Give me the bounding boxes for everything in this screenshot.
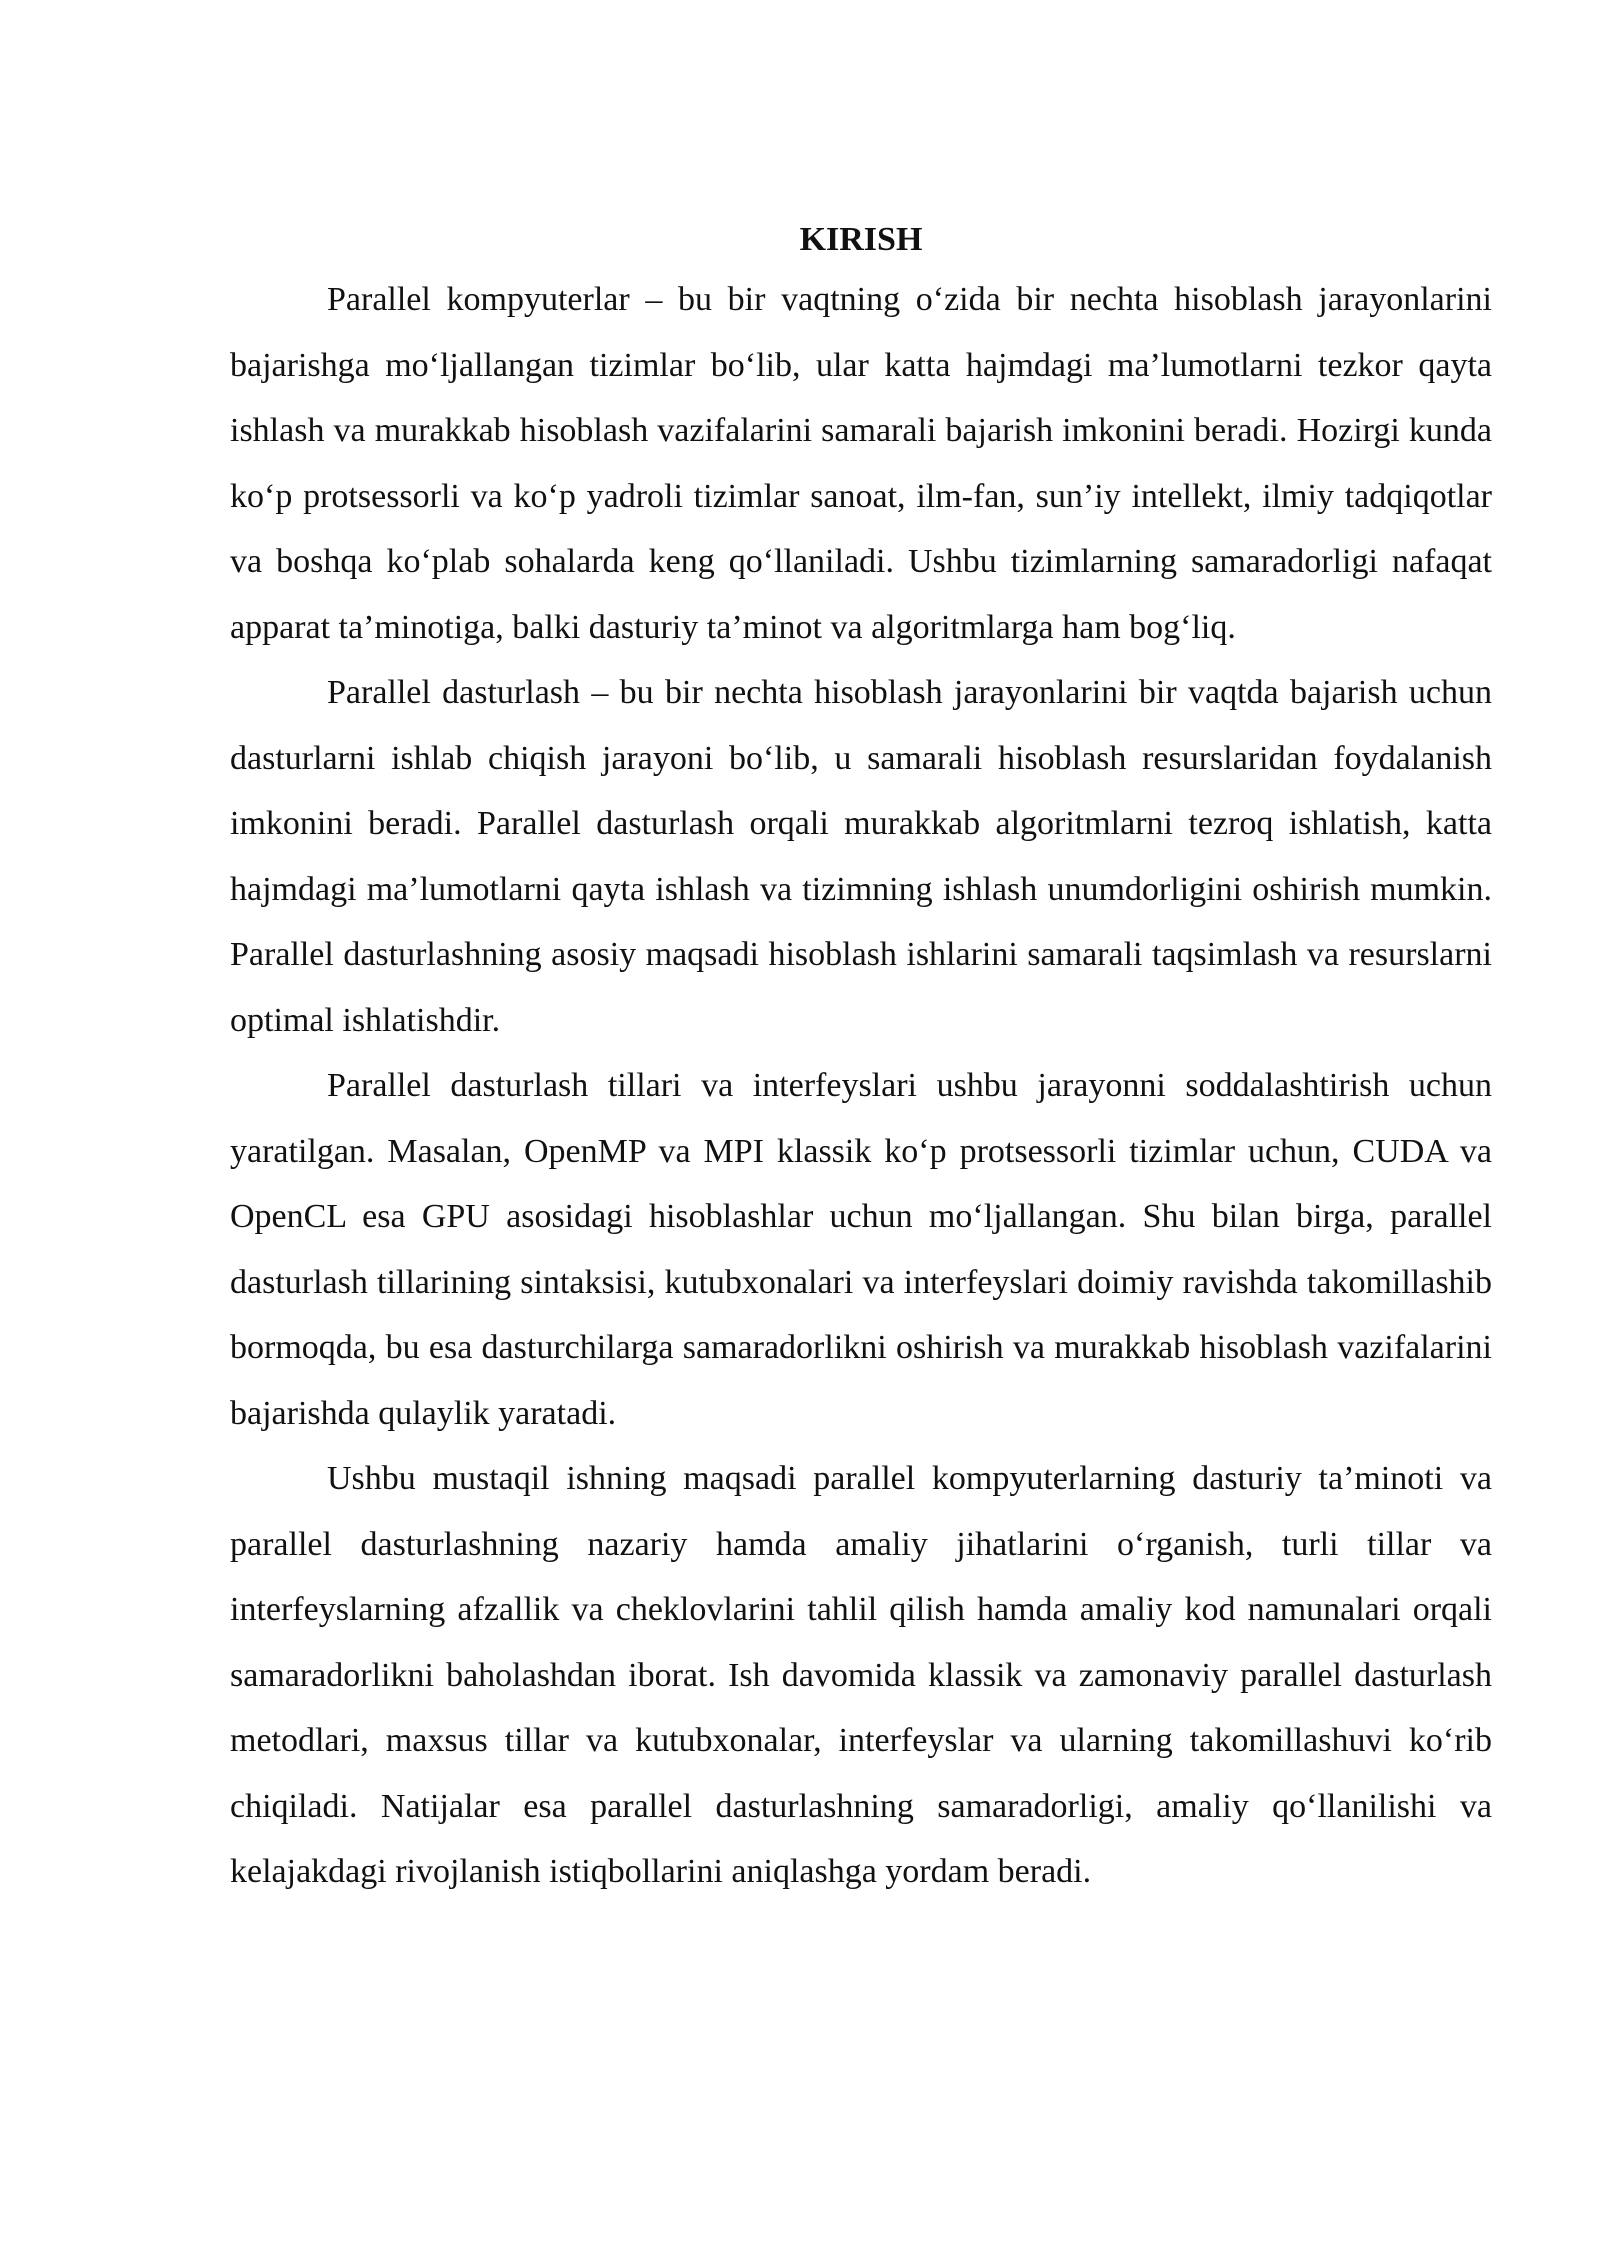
paragraph: Parallel kompyuterlar – bu bir vaqtning o‘zida bir nechta hisoblash jarayonlarini bajarishga mo‘ljallangan tizimlar bo‘lib, ular katta hajmdagi ma’lumotlarni tezkor qayta ishlash va murakkab hisoblash vazifalarini samarali bajarish imkonini beradi. Hozirgi kunda ko‘p protsessorli va ko‘p yadroli tizimlar sanoat, ilm-fan, sun’iy intellekt, ilmiy tadqiqotlar va boshqa ko‘plab sohalarda keng qo‘llaniladi. Ushbu tizimlarning samaradorligi nafaqat apparat ta’minotiga, balki dasturiy ta’minot va algoritmlarga ham bog‘liq.: [230, 281, 1492, 646]
document-body: [230, 212, 1492, 1905]
page-title: KIRISH: [799, 221, 923, 258]
paragraph: Ushbu mustaqil ishning maqsadi parallel kompyuterlarning dasturiy ta’minoti va parallel dasturlashning nazariy hamda amaliy jihatlarini o‘rganish, turli tillar va interfeyslarning afzallik va cheklovlarini tahlil qilish hamda amaliy kod namunalari orqali samaradorlikni baholashdan iborat. Ish davomida klassik va zamonaviy parallel dasturlash metodlari, maxsus tillar va kutubxonalar, interfeyslar va ularning takomillashuvi ko‘rib chiqiladi. Natijalar esa parallel dasturlashning samaradorligi, amaliy qo‘llanilishi va kelajakdagi rivojlanish istiqbollarini aniqlashga yordam beradi.: [230, 1460, 1492, 1890]
paragraph: Parallel dasturlash tillari va interfeyslari ushbu jarayonni soddalashtirish uchun yaratilgan. Masalan, OpenMP va MPI klassik ko‘p protsessorli tizimlar uchun, CUDA va OpenCL esa GPU asosidagi hisoblashlar uchun mo‘ljallangan. Shu bilan birga, parallel dasturlash tillarining sintaksisi, kutubxonalari va interfeyslari doimiy ravishda takomillashib bormoqda, bu esa dasturchilarga samaradorlikni oshirish va murakkab hisoblash vazifalarini bajarishda qulaylik yaratadi.: [230, 1067, 1492, 1432]
paragraph: Parallel dasturlash – bu bir nechta hisoblash jarayonlarini bir vaqtda bajarish uchun dasturlarni ishlab chiqish jarayoni bo‘lib, u samarali hisoblash resurslaridan foydalanish imkonini beradi. Parallel dasturlash orqali murakkab algoritmlarni tezroq ishlatish, katta hajmdagi ma’lumotlarni qayta ishlash va tizimning ishlash unumdorligini oshirish mumkin. Parallel dasturlashning asosiy maqsadi hisoblash ishlarini samarali taqsimlash va resurslarni optimal ishlatishdir.: [230, 674, 1492, 1039]
